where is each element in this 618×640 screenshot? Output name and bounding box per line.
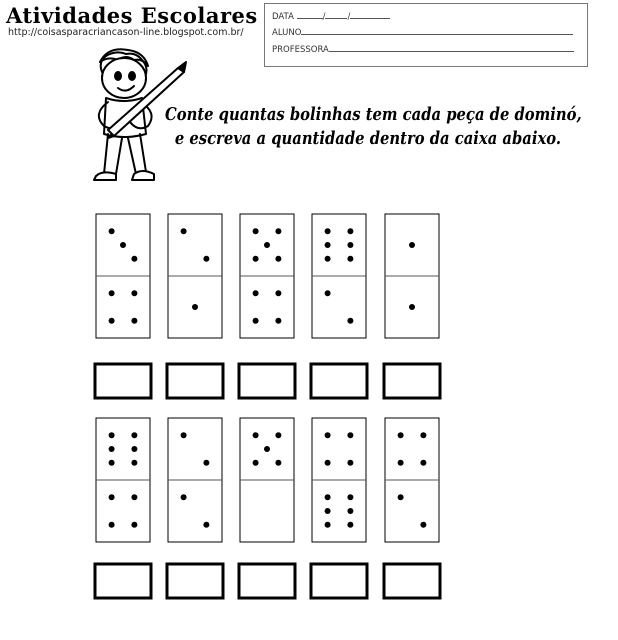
domino-top-pip (325, 432, 331, 438)
domino-top-pip (253, 432, 259, 438)
domino-bottom-pip (275, 290, 281, 296)
domino-bottom-pip (131, 494, 137, 500)
domino-bottom-pip (109, 522, 115, 528)
date-separator: / (347, 12, 351, 22)
answer-box[interactable] (311, 364, 367, 398)
domino-bottom-pip (325, 522, 331, 528)
domino-bottom-pip (347, 318, 353, 324)
page-title: Atividades Escolares (6, 3, 258, 28)
domino-top-pip (420, 432, 426, 438)
domino-top-pip (131, 432, 137, 438)
domino-top-pip (109, 460, 115, 466)
domino-top-pip (325, 228, 331, 234)
domino-bottom-pip (398, 494, 404, 500)
domino-top-pip (275, 228, 281, 234)
domino-top-pip (120, 242, 126, 248)
domino-bottom-pip (109, 318, 115, 324)
domino-bottom-pip (131, 290, 137, 296)
teacher-label: PROFESSORA (272, 45, 329, 55)
answer-box[interactable] (95, 364, 151, 398)
domino-top-pip (131, 446, 137, 452)
domino-bottom-pip (109, 290, 115, 296)
domino-top-pip (264, 446, 270, 452)
blog-url: http://coisasparacriancason-line.blogspot.com.br/ (8, 27, 244, 38)
domino-bottom-pip (325, 508, 331, 514)
domino-bottom-pip (131, 318, 137, 324)
domino-bottom-pip (275, 318, 281, 324)
domino-top-pip (398, 460, 404, 466)
student-label: ALUNO (272, 28, 302, 38)
domino-top-pip (203, 460, 209, 466)
domino-top-pip (109, 228, 115, 234)
domino-top-pip (203, 256, 209, 262)
answer-box[interactable] (239, 364, 295, 398)
domino-bottom-pip (253, 318, 259, 324)
domino-top-pip (347, 432, 353, 438)
domino-top-pip (181, 432, 187, 438)
domino-bottom-pip (347, 522, 353, 528)
domino-top-pip (347, 460, 353, 466)
domino-bottom-pip (253, 290, 259, 296)
domino-top-pip (131, 460, 137, 466)
domino-bottom-pip (347, 508, 353, 514)
answer-box[interactable] (167, 364, 223, 398)
domino-top-pip (109, 446, 115, 452)
domino-top-pip (420, 460, 426, 466)
domino-top-pip (253, 460, 259, 466)
domino-top-pip (131, 256, 137, 262)
domino-top-pip (275, 460, 281, 466)
domino-top-pip (275, 432, 281, 438)
domino-bottom-pip (325, 494, 331, 500)
domino-bottom-pip (131, 522, 137, 528)
domino-bottom-pip (347, 494, 353, 500)
answer-box[interactable] (384, 564, 440, 598)
domino-bottom-pip (420, 522, 426, 528)
date-label: DATA (272, 12, 294, 22)
domino-top-pip (347, 242, 353, 248)
answer-box[interactable] (384, 364, 440, 398)
answer-box[interactable] (167, 564, 223, 598)
domino-bottom-pip (109, 494, 115, 500)
domino-top-pip (398, 432, 404, 438)
answer-box[interactable] (239, 564, 295, 598)
domino-top-pip (325, 460, 331, 466)
domino-bottom-pip (181, 494, 187, 500)
domino-top-pip (325, 242, 331, 248)
domino-top-pip (347, 228, 353, 234)
answer-box[interactable] (95, 564, 151, 598)
domino-top-pip (325, 256, 331, 262)
domino-top-pip (409, 242, 415, 248)
instruction-line-2: e escreva a quantidade dentro da caixa abaixo. (174, 128, 561, 149)
domino-bottom-pip (325, 290, 331, 296)
domino-bottom-pip (203, 522, 209, 528)
domino-bottom-pip (192, 304, 198, 310)
domino-top-pip (181, 228, 187, 234)
domino-top-pip (109, 432, 115, 438)
domino-top-pip (253, 256, 259, 262)
domino-top-pip (253, 228, 259, 234)
answer-box[interactable] (311, 564, 367, 598)
domino-bottom-pip (409, 304, 415, 310)
instruction-line-1: Conte quantas bolinhas tem cada peça de dominó, (165, 104, 582, 125)
date-separator: / (322, 12, 326, 22)
domino-top-pip (275, 256, 281, 262)
domino-top-pip (347, 256, 353, 262)
domino-top-pip (264, 242, 270, 248)
